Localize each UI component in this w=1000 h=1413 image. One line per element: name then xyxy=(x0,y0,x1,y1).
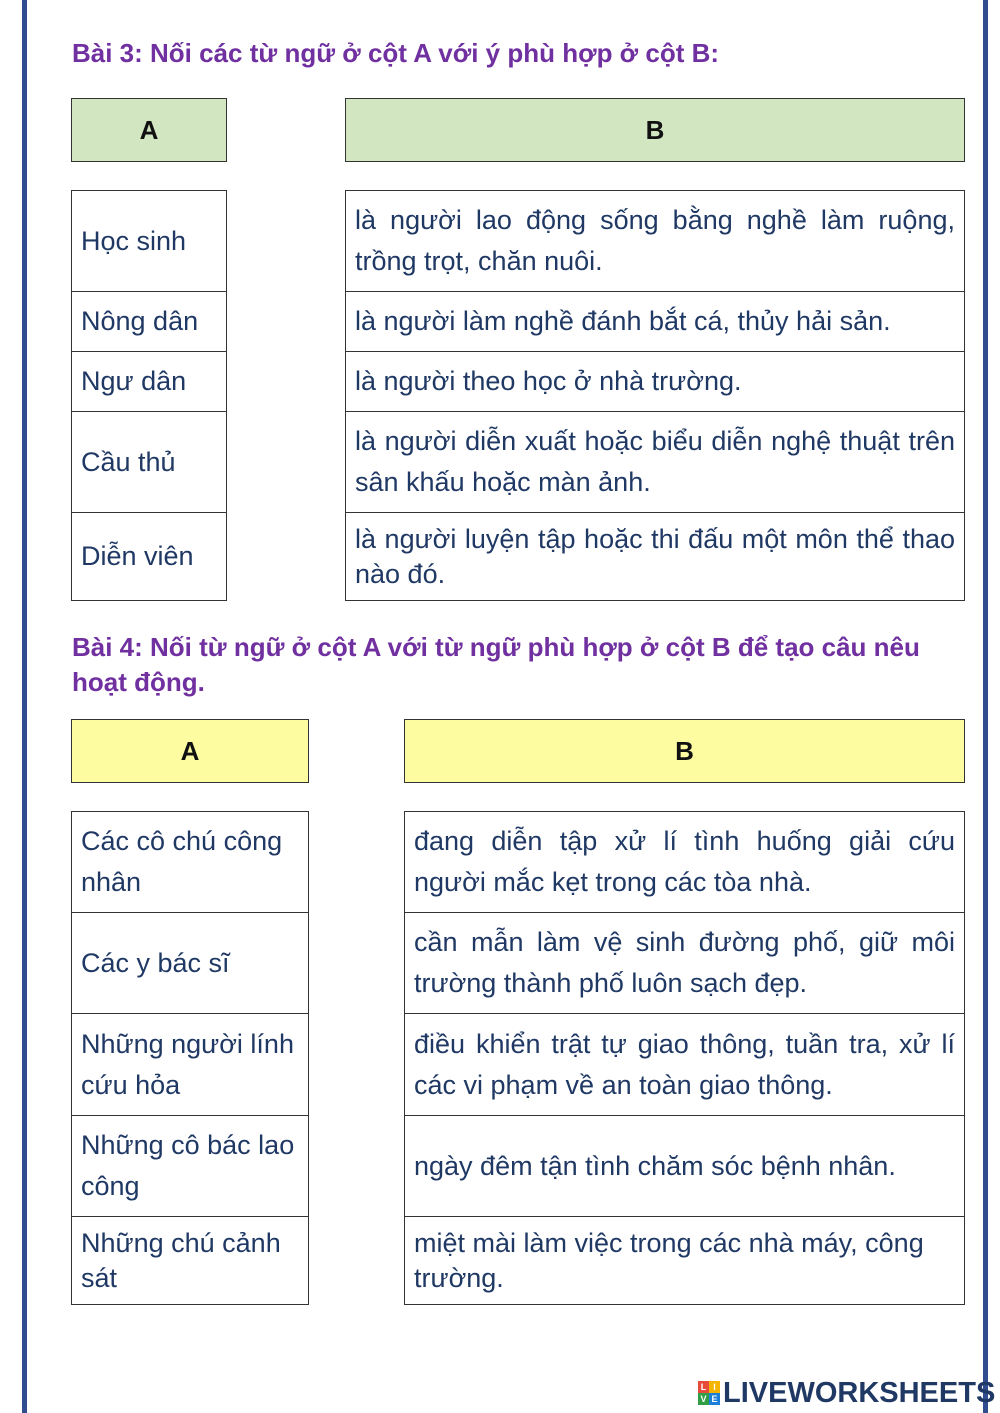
exercise-3-header-b: B xyxy=(345,98,965,162)
exercise-4-header-b: B xyxy=(404,719,965,783)
exercise-4-item-a-2[interactable]: Các y bác sĩ xyxy=(72,913,308,1014)
exercise-3-column-b xyxy=(345,190,965,601)
exercise-3-item-a-2[interactable]: Nông dân xyxy=(72,292,226,352)
liveworksheets-logo-icon: L I V E xyxy=(698,1381,720,1405)
exercise-3-item-a-1[interactable]: Học sinh xyxy=(72,191,226,292)
exercise-4-header-a: A xyxy=(71,719,309,783)
exercise-3-header-a: A xyxy=(71,98,227,162)
exercise-4-item-a-3[interactable]: Những người lính cứu hỏa xyxy=(72,1014,308,1116)
liveworksheets-logo-text: LIVEWORKSHEETS xyxy=(723,1376,996,1409)
exercise-4-item-a-4[interactable]: Những cô bác lao công xyxy=(72,1116,308,1217)
exercise-4-item-b-5[interactable]: miệt mài làm việc trong các nhà máy, công trường. xyxy=(405,1217,964,1305)
exercise-4-item-b-1[interactable]: đang diễn tập xử lí tình huống giải cứu người mắc kẹt trong các tòa nhà. xyxy=(405,812,964,913)
exercise-3-item-a-5[interactable]: Diễn viên xyxy=(72,513,226,601)
exercise-4-title: Bài 4: Nối từ ngữ ở cột A với từ ngữ phù hợp ở cột B để tạo câu nêu hoạt động. xyxy=(72,632,920,697)
exercise-4-item-a-5[interactable]: Những chú cảnh sát xyxy=(72,1217,308,1305)
liveworksheets-logo xyxy=(698,1377,995,1409)
page-border-left xyxy=(22,0,27,1413)
exercise-4-column-b xyxy=(404,811,965,1305)
exercise-3-item-a-3[interactable]: Ngư dân xyxy=(72,352,226,412)
exercise-3-item-b-3[interactable]: là người theo học ở nhà trường. xyxy=(346,352,964,412)
exercise-3-item-b-1[interactable]: là người lao động sống bằng nghề làm ruộng, trồng trọt, chăn nuôi. xyxy=(346,191,964,292)
exercise-3-item-b-4[interactable]: là người diễn xuất hoặc biểu diễn nghệ thuật trên sân khấu hoặc màn ảnh. xyxy=(346,412,964,513)
exercise-3-item-b-2[interactable]: là người làm nghề đánh bắt cá, thủy hải sản. xyxy=(346,292,964,352)
exercise-3-column-a xyxy=(71,190,227,601)
exercise-4-item-b-4[interactable]: ngày đêm tận tình chăm sóc bệnh nhân. xyxy=(405,1116,964,1217)
page-border-right xyxy=(983,0,988,1413)
exercise-3-item-a-4[interactable]: Cầu thủ xyxy=(72,412,226,513)
exercise-4-item-b-3[interactable]: điều khiển trật tự giao thông, tuần tra, xử lí các vi phạm về an toàn giao thông. xyxy=(405,1014,964,1116)
exercise-4-column-a xyxy=(71,811,309,1305)
exercise-4-item-b-2[interactable]: cần mẫn làm vệ sinh đường phố, giữ môi trường thành phố luôn sạch đẹp. xyxy=(405,913,964,1014)
exercise-3-item-b-5[interactable]: là người luyện tập hoặc thi đấu một môn thể thao nào đó. xyxy=(346,513,964,601)
exercise-4-item-a-1[interactable]: Các cô chú công nhân xyxy=(72,812,308,913)
exercise-3-title: Bài 3: Nối các từ ngữ ở cột A với ý phù hợp ở cột B: xyxy=(72,38,720,68)
